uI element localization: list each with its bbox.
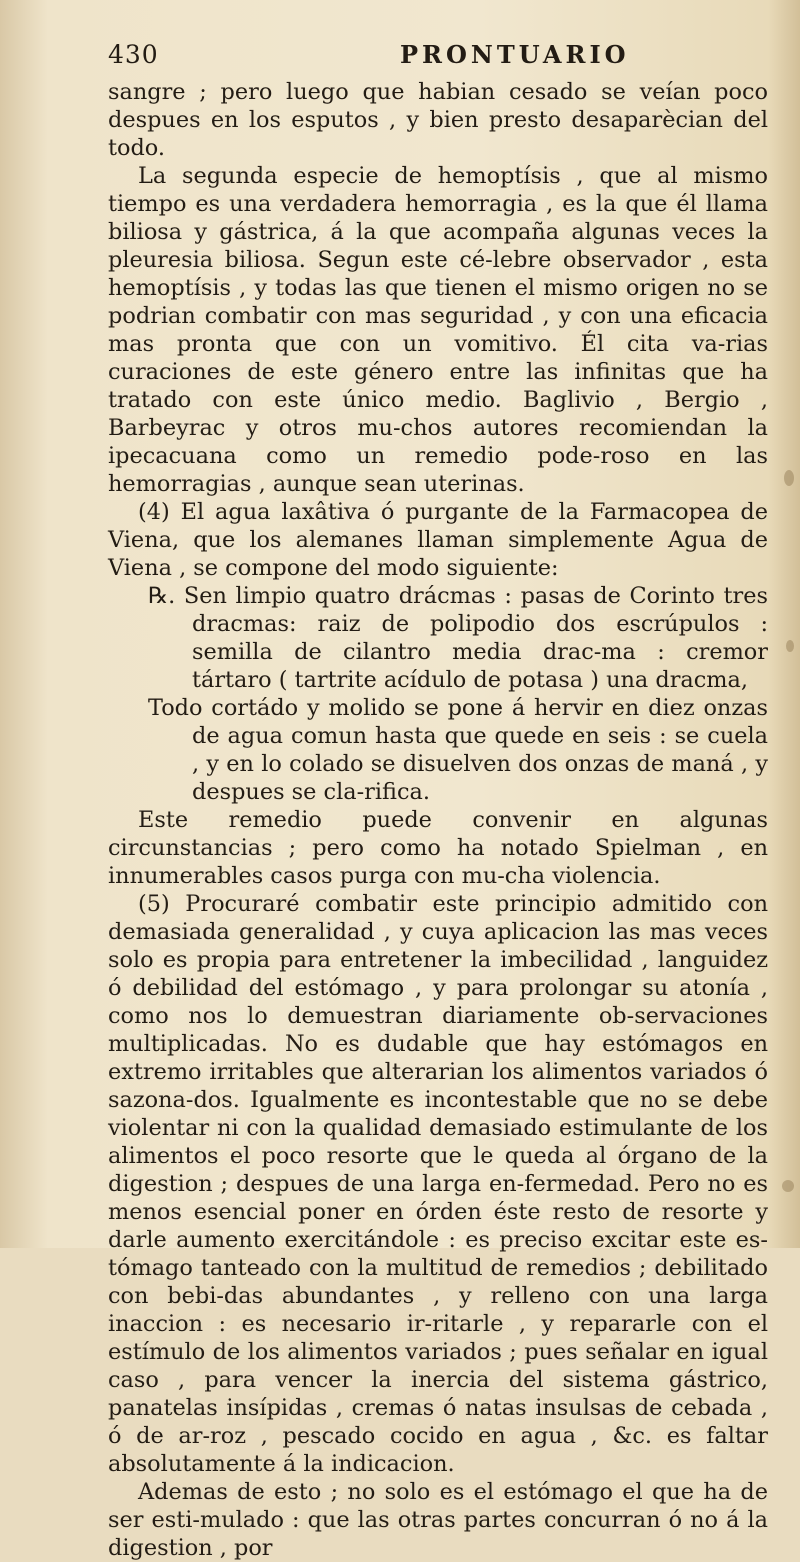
paragraph: sangre ; pero luego que habian cesado se veían poco despues en los esputos , y bien presto desaparècian del todo. xyxy=(108,79,768,161)
paragraph: La segunda especie de hemoptísis , que al mismo tiempo es una verdadera hemorragia , es la que él llama biliosa y gástrica, á la que acompaña algunas veces la pleuresia biliosa. Segun este cé-lebre observador , esta hemoptísis , y todas las que tienen el mismo origen no se podrian combatir con mas seguridad , y con una eficacia mas pronta que con un vomitivo. Él cita va-rias curaciones de este género entre las infinitas que ha tratado con este único medio. Baglivio , Bergio , Barbeyrac y otros mu-chos autores recomiendan la ipecacuana como un remedio pode-roso en las hemorragias , aunque sean uterinas. xyxy=(108,163,768,497)
footnote-paragraph: (4) El agua laxâtiva ó purgante de la Farmacopea de Viena, que los alemanes llaman simplemente Agua de Viena , se compone del modo siguiente: xyxy=(108,499,768,581)
page-body xyxy=(108,78,768,1562)
page-header xyxy=(108,40,760,70)
recipe-instructions: Todo cortádo y molido se pone á hervir en diez onzas de agua comun hasta que quede en seis : se cuela , y en lo colado se disuelven dos onzas de maná , y despues se cla-rifica. xyxy=(148,695,768,805)
page-number: 430 xyxy=(108,40,159,69)
paragraph: Ademas de esto ; no solo es el estómago el que ha de ser esti-mulado : que las otras partes concurran ó no á la digestion , por xyxy=(108,1479,768,1561)
page-stain xyxy=(782,1180,794,1192)
recipe-ingredients: ℞. Sen limpio quatro drácmas : pasas de Corinto tres dracmas: raiz de polipodio dos escrúpulos : semilla de cilantro media drac-ma : cremor tártaro ( tartrite acídulo de potasa ) una dracma, xyxy=(148,583,768,693)
paragraph: Este remedio puede convenir en algunas circunstancias ; pero como ha notado Spielman , en innumerables casos purga con mu-cha violencia. xyxy=(108,807,768,889)
footnote-paragraph: (5) Procuraré combatir este principio admitido con demasiada generalidad , y cuya aplicacion las mas veces solo es propia para entretener la imbecilidad , languidez ó debilidad del estómago , y para prolongar su atonía , como nos lo demuestran diariamente ob-servaciones multiplicadas. No es dudable que hay estómagos en extremo irritables que alterarian los alimentos variados ó sazona-dos. Igualmente es incontestable que no se debe violentar ni con la qualidad demasiado estimulante de los alimentos el poco resorte que le queda al órgano de la digestion ; despues de una larga en-fermedad. Pero no es menos esencial poner en órden éste resto de resorte y darle aumento exercitándole : es preciso excitar este es-tómago tanteado con la multitud de remedios ; debilitado con bebi-das abundantes , y relleno con una larga inaccion : es necesario ir-ritarle , y repararle con el estímulo de los alimentos variados ; pues señalar en igual caso , para vencer la inercia del sistema gástrico, panatelas insípidas , cremas ó natas insulsas de cebada , ó de ar-roz , pescado cocido en agua , &c. es faltar absolutamente á la indicacion. xyxy=(108,891,768,1477)
recipe-block xyxy=(108,582,768,806)
page-stain xyxy=(786,640,794,652)
running-head: PRONTUARIO xyxy=(400,40,630,69)
page-stain xyxy=(784,470,794,486)
